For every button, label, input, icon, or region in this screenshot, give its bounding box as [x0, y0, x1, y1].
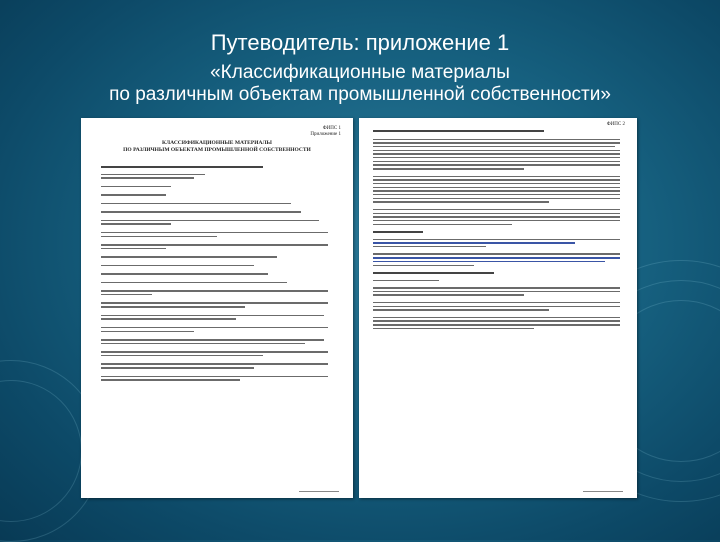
document-title-line2: ПО РАЗЛИЧНЫМ ОБЪЕКТАМ ПРОМЫШЛЕННОЙ СОБСТВЕННОСТИ [123, 147, 311, 153]
document-page-right [359, 118, 637, 498]
document-title-line1: КЛАССИФИКАЦИОННЫЕ МАТЕРИАЛЫ [162, 140, 272, 146]
document-body-lines [101, 166, 333, 383]
page-header-line2: Приложение 1 [310, 132, 341, 137]
document-title [81, 140, 353, 154]
document-page-left [81, 118, 353, 498]
slide-subtitle-line1: «Классификационные материалы [210, 62, 510, 83]
page-header: ФИПС 2 [606, 122, 625, 127]
document-body-lines [373, 130, 625, 332]
slide-subtitle-line2: по различным объектам промышленной собственности» [109, 84, 611, 105]
slide-title: Путеводитель: приложение 1 [210, 30, 510, 55]
page-header [310, 126, 341, 138]
page-header-line1: ФИПС 1 [322, 126, 341, 131]
page-footer-mark [299, 491, 339, 493]
page-footer-mark [583, 491, 623, 493]
